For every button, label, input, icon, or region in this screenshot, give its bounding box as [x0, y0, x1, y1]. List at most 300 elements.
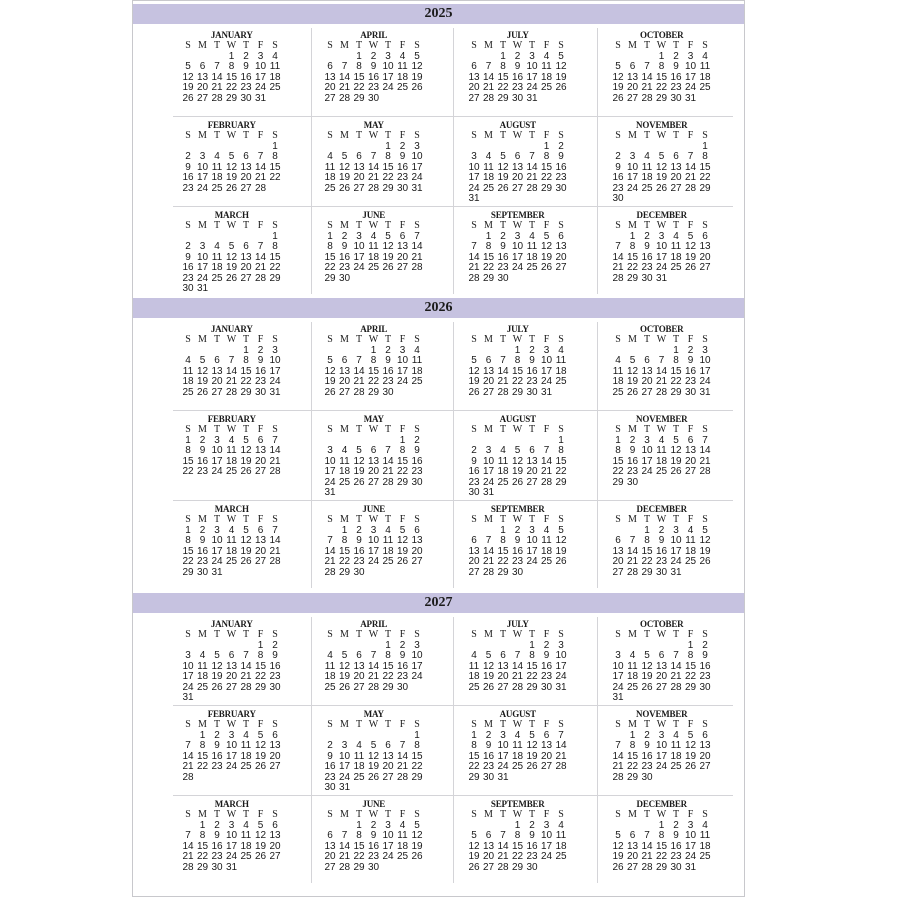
day-cell: 27 [240, 182, 252, 194]
day-cell: 19 [612, 82, 624, 94]
day-cell: 4 [399, 820, 406, 831]
day-cell: 2 [199, 525, 206, 536]
day-cell: 20 [269, 840, 281, 852]
weekday-header: W [512, 130, 523, 141]
weekday-header: T [384, 220, 392, 231]
weekday-header: T [213, 629, 221, 640]
day-cell: 15 [338, 545, 351, 557]
weekday-header: T [528, 334, 536, 345]
day-cell: 3 [370, 525, 377, 536]
day-cell: 31 [468, 193, 480, 204]
day-cell: 14 [269, 445, 281, 457]
day-cell: 31 [526, 92, 538, 104]
day-cell: 14 [240, 660, 252, 672]
month-name: OCTOBER [640, 324, 684, 334]
day-cell: 8 [471, 740, 477, 752]
month-name: DECEMBER [636, 799, 687, 809]
weekday-header: T [672, 40, 680, 51]
day-cell: 28 [396, 771, 409, 783]
day-cell: 4 [414, 345, 420, 356]
day-cell: 14 [655, 365, 668, 377]
day-cell: 12 [240, 445, 252, 457]
weekday-header: T [528, 809, 536, 820]
day-cell: 4 [228, 435, 235, 446]
day-cell: 7 [687, 151, 694, 163]
day-cell: 30 [482, 771, 495, 783]
day-cell: 19 [240, 455, 252, 467]
day-cell: 19 [382, 251, 394, 263]
weekday-header: T [643, 424, 651, 435]
day-cell: 7 [414, 231, 420, 242]
day-cell: 11 [699, 61, 711, 73]
day-cell: 29 [382, 681, 394, 693]
day-cell: 21 [367, 172, 380, 184]
day-cell: 22 [626, 262, 639, 274]
day-cell: 21 [482, 556, 495, 568]
day-cell: 11 [512, 740, 523, 752]
day-cell: 13 [196, 71, 209, 83]
day-cell: 26 [240, 556, 252, 568]
day-cell: 7 [529, 151, 535, 163]
day-cell: 5 [327, 355, 333, 367]
weekday-header: S [327, 424, 333, 435]
day-cell: 10 [269, 355, 281, 367]
day-cell: 5 [370, 740, 377, 752]
day-cell: 12 [225, 161, 238, 173]
day-cell: 23 [367, 851, 380, 863]
weekday-header: S [558, 809, 564, 820]
day-cell: 1 [257, 640, 264, 651]
day-cell: 25 [396, 851, 409, 863]
day-cell: 23 [511, 82, 524, 94]
day-cell: 30 [269, 681, 281, 693]
day-cell: 18 [526, 251, 538, 263]
day-cell: 18 [411, 365, 423, 377]
month-block [467, 120, 569, 208]
month-block [323, 414, 425, 502]
day-cell: 8 [414, 740, 420, 752]
weekday-header: T [528, 424, 536, 435]
weekday-header: F [543, 130, 550, 141]
day-cell: 14 [626, 545, 639, 557]
weekday-header: T [242, 809, 250, 820]
day-cell: 17 [468, 172, 480, 184]
weekday-header: T [355, 514, 363, 525]
weekday-header: M [628, 719, 637, 730]
weekday-header: W [512, 514, 523, 525]
day-cell: 29 [468, 771, 480, 783]
day-cell: 31 [684, 92, 697, 104]
day-cell: 13 [497, 660, 509, 672]
day-cell: 30 [324, 782, 336, 793]
day-cell: 22 [468, 761, 480, 773]
day-cell: 25 [526, 262, 538, 274]
day-cell: 2 [644, 730, 650, 741]
day-cell: 17 [526, 71, 538, 83]
day-cell: 22 [511, 851, 524, 863]
day-cell: 18 [382, 545, 394, 557]
weekday-header: T [672, 424, 680, 435]
day-cell: 26 [240, 466, 252, 478]
day-cell: 2 [214, 820, 220, 831]
day-cell: 22 [382, 172, 394, 184]
day-cell: 7 [257, 151, 264, 163]
day-cell: 19 [254, 840, 267, 852]
month-block [467, 619, 569, 707]
weekday-header: S [471, 629, 477, 640]
day-cell: 8 [658, 830, 665, 842]
weekday-header: T [355, 130, 363, 141]
month-name: SEPTEMBER [490, 504, 545, 514]
month-block [181, 414, 283, 502]
weekday-header: S [414, 334, 420, 345]
weekday-header: F [687, 40, 694, 51]
day-cell: 12 [670, 445, 682, 457]
day-cell: 24 [396, 376, 409, 388]
day-cell: 28 [655, 386, 668, 398]
day-cell: 27 [468, 92, 480, 104]
day-cell: 17 [684, 840, 697, 852]
month-block [467, 210, 569, 298]
column-divider [597, 28, 598, 294]
day-cell: 21 [497, 376, 509, 388]
day-cell: 27 [225, 681, 238, 693]
day-cell: 16 [670, 71, 682, 83]
day-cell: 25 [468, 681, 480, 693]
day-cell: 19 [338, 172, 351, 184]
day-cell: 18 [670, 750, 682, 762]
day-cell: 5 [385, 231, 391, 242]
day-cell: 5 [673, 435, 679, 446]
day-cell: 24 [612, 681, 624, 693]
day-cell: 18 [540, 545, 553, 557]
day-cell: 7 [702, 435, 708, 446]
day-cell: 13 [699, 241, 711, 253]
weekday-header: T [499, 424, 507, 435]
day-cell: 23 [240, 82, 252, 94]
weekday-header: T [213, 130, 221, 141]
day-cell: 21 [182, 851, 194, 863]
day-cell: 17 [655, 750, 668, 762]
weekday-header: T [242, 424, 250, 435]
day-cell: 1 [702, 141, 708, 152]
day-cell: 7 [500, 355, 506, 367]
day-cell: 17 [612, 671, 624, 683]
day-cell: 15 [196, 750, 209, 762]
day-cell: 29 [511, 861, 524, 873]
day-cell: 19 [684, 251, 697, 263]
day-cell: 3 [687, 51, 694, 62]
day-cell: 12 [254, 830, 267, 842]
weekday-header: S [414, 130, 420, 141]
day-cell: 18 [269, 71, 281, 83]
day-cell: 9 [185, 161, 191, 173]
day-cell: 18 [367, 251, 380, 263]
month-block [611, 30, 713, 118]
day-cell: 25 [225, 556, 238, 568]
year-title: 2026 [424, 300, 453, 315]
day-cell: 15 [240, 365, 252, 377]
day-cell: 22 [324, 262, 336, 274]
day-cell: 1 [500, 51, 506, 62]
weekday-header: S [272, 130, 278, 141]
day-cell: 26 [684, 262, 697, 274]
day-cell: 20 [353, 671, 365, 683]
day-cell: 11 [382, 535, 394, 547]
day-cell: 6 [214, 355, 220, 367]
day-cell: 20 [225, 671, 238, 683]
month-name: MARCH [214, 799, 249, 809]
day-cell: 21 [411, 251, 423, 263]
day-cell: 14 [182, 840, 194, 852]
weekday-header: M [340, 514, 349, 525]
weekday-header: M [628, 220, 637, 231]
month-name: JANUARY [210, 30, 253, 40]
day-cell: 7 [615, 241, 621, 253]
day-cell: 29 [254, 681, 267, 693]
day-cell: 8 [370, 355, 377, 367]
day-cell: 28 [338, 92, 351, 104]
weekday-header: M [198, 40, 207, 51]
day-cell: 1 [471, 730, 477, 741]
day-cell: 16 [411, 455, 423, 467]
day-cell: 7 [615, 740, 621, 752]
month-block [323, 324, 425, 412]
day-cell: 22 [269, 172, 281, 184]
weekday-header: T [242, 719, 250, 730]
weekday-header: W [368, 40, 379, 51]
day-cell: 18 [211, 262, 223, 274]
day-cell: 5 [687, 730, 694, 741]
day-cell: 4 [543, 525, 550, 536]
day-cell: 11 [324, 161, 336, 173]
day-cell: 19 [411, 71, 423, 83]
day-cell: 8 [629, 241, 636, 253]
month-name: JULY [506, 30, 529, 40]
day-cell: 12 [338, 660, 351, 672]
day-cell: 23 [468, 476, 480, 488]
day-cell: 20 [482, 376, 495, 388]
weekday-header: M [198, 220, 207, 231]
day-cell: 13 [269, 830, 281, 842]
day-cell: 14 [482, 545, 495, 557]
day-cell: 23 [670, 82, 682, 94]
day-cell: 11 [468, 660, 480, 672]
weekday-header: S [185, 424, 191, 435]
day-cell: 25 [626, 681, 639, 693]
weekday-header: S [615, 514, 621, 525]
day-cell: 10 [225, 830, 238, 842]
day-cell: 3 [702, 345, 708, 356]
weekday-header: S [272, 424, 278, 435]
month-block [611, 210, 713, 298]
day-cell: 29 [670, 386, 682, 398]
day-cell: 17 [511, 251, 524, 263]
day-cell: 29 [240, 386, 252, 398]
weekday-header: M [628, 809, 637, 820]
day-cell: 6 [644, 355, 650, 367]
day-cell: 14 [367, 161, 380, 173]
day-cell: 24 [482, 476, 495, 488]
day-cell: 30 [641, 771, 653, 783]
day-cell: 21 [626, 556, 639, 568]
day-cell: 28 [626, 566, 639, 578]
day-cell: 24 [382, 851, 394, 863]
day-cell: 30 [511, 566, 524, 578]
weekday-header: M [628, 334, 637, 345]
day-cell: 3 [399, 345, 406, 356]
day-cell: 10 [526, 61, 538, 73]
weekday-header: M [484, 220, 493, 231]
weekday-header: W [656, 719, 667, 730]
month-name: APRIL [360, 619, 388, 629]
day-cell: 9 [185, 251, 191, 263]
day-cell: 28 [182, 771, 194, 783]
day-cell: 4 [272, 51, 278, 62]
year-title: 2027 [424, 595, 453, 610]
day-cell: 23 [254, 376, 267, 388]
day-cell: 28 [225, 386, 238, 398]
day-cell: 12 [411, 830, 423, 842]
day-cell: 15 [626, 251, 639, 263]
year-title: 2025 [424, 6, 453, 21]
day-cell: 14 [411, 241, 423, 253]
day-cell: 18 [211, 172, 223, 184]
day-cell: 6 [702, 231, 708, 242]
day-cell: 16 [353, 545, 365, 557]
day-cell: 21 [511, 671, 524, 683]
weekday-header: T [643, 334, 651, 345]
day-cell: 16 [540, 660, 553, 672]
day-cell: 10 [353, 241, 365, 253]
day-cell: 5 [257, 730, 264, 741]
weekday-header: F [399, 629, 406, 640]
day-cell: 18 [511, 750, 524, 762]
day-cell: 19 [468, 851, 480, 863]
day-cell: 25 [324, 681, 336, 693]
weekday-header: T [242, 334, 250, 345]
weekday-header: T [643, 514, 651, 525]
day-cell: 16 [655, 545, 668, 557]
day-cell: 7 [485, 61, 492, 73]
day-cell: 21 [612, 262, 624, 274]
day-cell: 3 [257, 51, 264, 62]
column-divider [311, 28, 312, 294]
month-block [323, 709, 425, 797]
day-cell: 15 [526, 660, 538, 672]
month-name: OCTOBER [640, 619, 684, 629]
day-cell: 7 [673, 650, 679, 662]
day-cell: 2 [485, 730, 492, 741]
day-cell: 4 [543, 51, 550, 62]
day-cell: 17 [641, 455, 653, 467]
day-cell: 12 [526, 740, 538, 752]
weekday-header: M [484, 424, 493, 435]
day-cell: 19 [396, 545, 409, 557]
weekday-header: S [414, 424, 420, 435]
day-cell: 15 [382, 161, 394, 173]
weekday-header: F [543, 220, 550, 231]
day-cell: 4 [644, 151, 650, 163]
day-cell: 24 [684, 851, 697, 863]
day-cell: 3 [414, 640, 420, 651]
weekday-header: S [615, 719, 621, 730]
day-cell: 20 [670, 172, 682, 184]
day-cell: 25 [196, 681, 209, 693]
day-cell: 11 [555, 355, 567, 367]
month-block [611, 414, 713, 502]
day-cell: 10 [626, 161, 639, 173]
day-cell: 13 [225, 660, 238, 672]
day-cell: 14 [555, 740, 567, 752]
day-cell: 10 [497, 740, 509, 752]
day-cell: 19 [411, 840, 423, 852]
day-cell: 25 [670, 262, 682, 274]
day-cell: 17 [353, 251, 365, 263]
day-cell: 8 [243, 355, 249, 367]
month-name: SEPTEMBER [490, 799, 545, 809]
day-cell: 22 [182, 556, 194, 568]
weekday-header: M [340, 220, 349, 231]
day-cell: 1 [500, 525, 506, 536]
day-cell: 9 [529, 355, 535, 367]
day-cell: 1 [185, 435, 191, 446]
day-cell: 24 [411, 172, 423, 184]
day-cell: 15 [396, 455, 409, 467]
day-cell: 17 [196, 262, 209, 274]
day-cell: 12 [612, 840, 624, 852]
day-cell: 20 [324, 82, 336, 94]
day-cell: 16 [641, 251, 653, 263]
day-cell: 17 [182, 671, 194, 683]
day-cell: 18 [225, 455, 238, 467]
day-cell: 14 [612, 251, 624, 263]
day-cell: 10 [196, 161, 209, 173]
day-cell: 6 [485, 830, 492, 842]
day-cell: 5 [243, 525, 249, 536]
day-cell: 1 [341, 525, 348, 536]
day-cell: 15 [555, 455, 567, 467]
day-cell: 29 [497, 92, 509, 104]
day-cell: 18 [540, 71, 553, 83]
day-cell: 28 [540, 476, 553, 488]
weekday-header: S [558, 334, 564, 345]
day-cell: 21 [211, 82, 223, 94]
day-cell: 14 [254, 251, 267, 263]
day-cell: 30 [411, 476, 423, 488]
month-name: DECEMBER [636, 504, 687, 514]
day-cell: 23 [211, 761, 223, 773]
day-cell: 13 [526, 455, 538, 467]
day-cell: 16 [497, 251, 509, 263]
day-cell: 23 [396, 671, 409, 683]
day-cell: 6 [514, 151, 521, 163]
weekday-header: F [687, 334, 694, 345]
day-cell: 30 [526, 386, 538, 398]
day-cell: 10 [382, 61, 394, 73]
day-cell: 27 [396, 262, 409, 274]
day-cell: 10 [684, 830, 697, 842]
weekday-header: T [213, 809, 221, 820]
day-cell: 10 [411, 650, 423, 662]
day-cell: 24 [540, 851, 553, 863]
day-cell: 6 [471, 535, 477, 547]
day-cell: 12 [367, 750, 380, 762]
day-cell: 5 [356, 445, 362, 457]
day-cell: 25 [411, 376, 423, 388]
day-cell: 15 [269, 161, 281, 173]
weekday-header: F [543, 629, 550, 640]
